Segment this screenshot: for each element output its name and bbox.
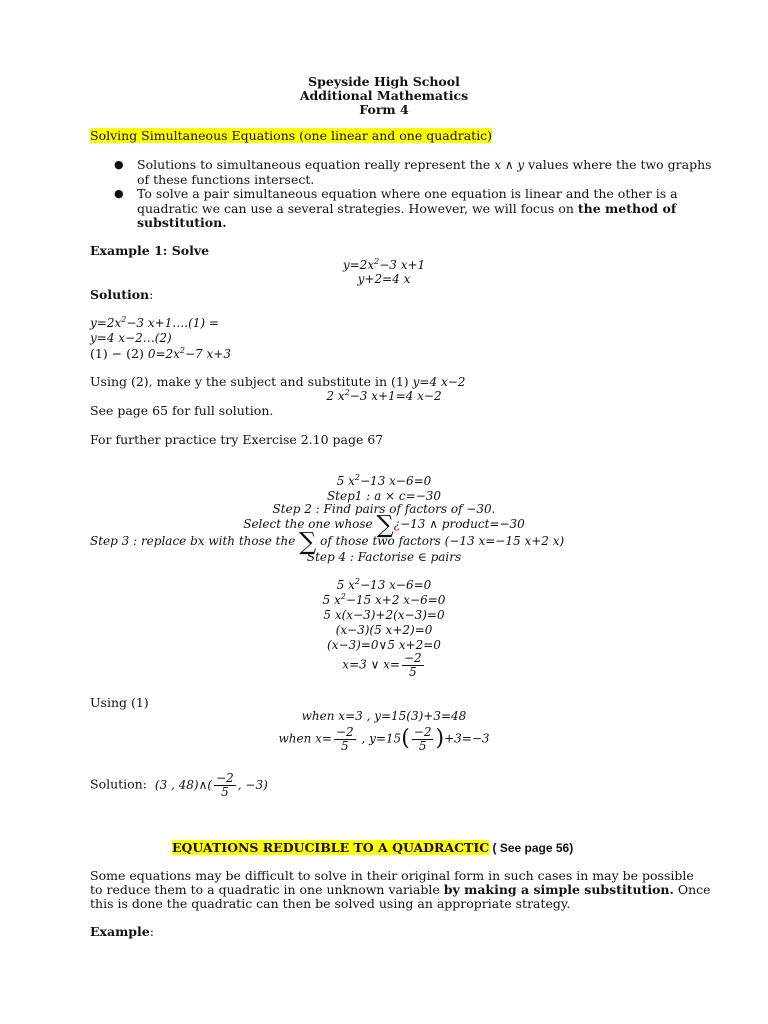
- see-page-note: See page 65 for full solution.: [90, 403, 274, 418]
- factor-step3: Step 3 : replace bx with those the ∑ of those two factors (−13 x=−15 x+2 x): [90, 527, 565, 556]
- bullet-1-line2: of these functions intersect.: [137, 172, 315, 187]
- work-line3: 5 x(x−3)+2(x−3)=0: [323, 608, 445, 622]
- section2-para-line1: Some equations may be difficult to solve in their original form in such cases in may be possible: [90, 868, 694, 883]
- factor-select: Select the one whose ∑¿−13 ∧ product=−30: [243, 510, 525, 539]
- bullet-2-line1: To solve a pair simultaneous equation where one equation is linear and the other is a: [137, 186, 678, 201]
- substituted-equation: 2 $x^2-3$ x+1=4 x−2: [326, 388, 442, 403]
- bullet-1-line1: Solutions to simultaneous equation really represent the x ∧ y values where the two graphs: [137, 157, 712, 172]
- factor-step1: Step1 : a × c=−30: [326, 489, 442, 503]
- factor-step2: Step 2 : Find pairs of factors of −30.: [272, 502, 496, 516]
- final-solution: Solution: (3 , 48)∧( $\frac{-2}{5}$ , −3): [90, 771, 268, 799]
- work-line2: 5 $x^2-15$ x+2 x−6=0: [322, 592, 446, 607]
- section1-title-text: Solving Simultaneous Equations (one linear and one quadratic): [90, 128, 493, 143]
- bullet-2-line2: quadratic we can use a several strategies. However, we will focus on the method of: [137, 201, 677, 216]
- work-line1: 5 $x^2-13$ x−6=0: [336, 577, 432, 592]
- section2-para-line2: to reduce them to a quadratic in one unknown variable by making a simple substitution. Once: [90, 882, 711, 897]
- using-2-text: Using (2), make y the subject and substitute in (1) y=4 x−2: [90, 374, 466, 389]
- work-line5: (x−3)=0∨5 x+2=0: [327, 638, 441, 652]
- bullet-2-line3: substitution.: [137, 215, 227, 230]
- factor-step4: Step 4 : Factorise ∈ pairs: [306, 550, 462, 564]
- using-1-label: Using (1): [90, 695, 149, 710]
- when-x-neg2-5: when x= $\frac{-2}{5}$ , y=15( $\frac{-2}{5}$ )+3=−3: [278, 725, 490, 753]
- solution-step3: (1) − (2) $0=2x^2-7$ x+3: [90, 346, 231, 361]
- example2-label: Example:: [90, 924, 154, 939]
- solution-step2: y=4 x−2…(2): [90, 331, 172, 345]
- section1-title: [90, 128, 492, 143]
- solution-label: Solution:: [90, 287, 154, 302]
- form-label: Form 4: [359, 102, 409, 117]
- solution-step1: $y=2x^2-3$ x+1….(1) =: [90, 315, 219, 330]
- example1-eq2: y+2=4 x: [357, 272, 411, 286]
- factor-equation: 5 $x^2-13$ x−6=0: [336, 473, 432, 488]
- example1-label: Example 1: Solve: [90, 243, 210, 258]
- work-line6-fraction: $\frac{-2}{5}$: [404, 651, 422, 679]
- school-name: Speyside High School: [308, 74, 460, 89]
- example1-eq1: $y=2x^2-3$ x+1: [342, 257, 426, 272]
- bullet-1-icon: ●: [114, 158, 124, 171]
- subject-title: Additional Mathematics: [299, 88, 469, 103]
- practice-note: For further practice try Exercise 2.10 page 67: [90, 432, 384, 447]
- when-x-3: when x=3 , y=15(3)+3=48: [301, 709, 467, 723]
- work-line4: (x−3)(5 x+2)=0: [335, 623, 433, 637]
- section2-para-line3: this is done the quadratic can then be solved using an appropriate strategy.: [90, 896, 571, 911]
- work-line6: x=3 ∨ x= $\frac{-2}{5}$: [342, 651, 422, 679]
- bullet-2-icon: ●: [114, 187, 124, 200]
- section2-title: EQUATIONS REDUCIBLE TO A QUADRACTIC ( See page 56): [172, 840, 574, 855]
